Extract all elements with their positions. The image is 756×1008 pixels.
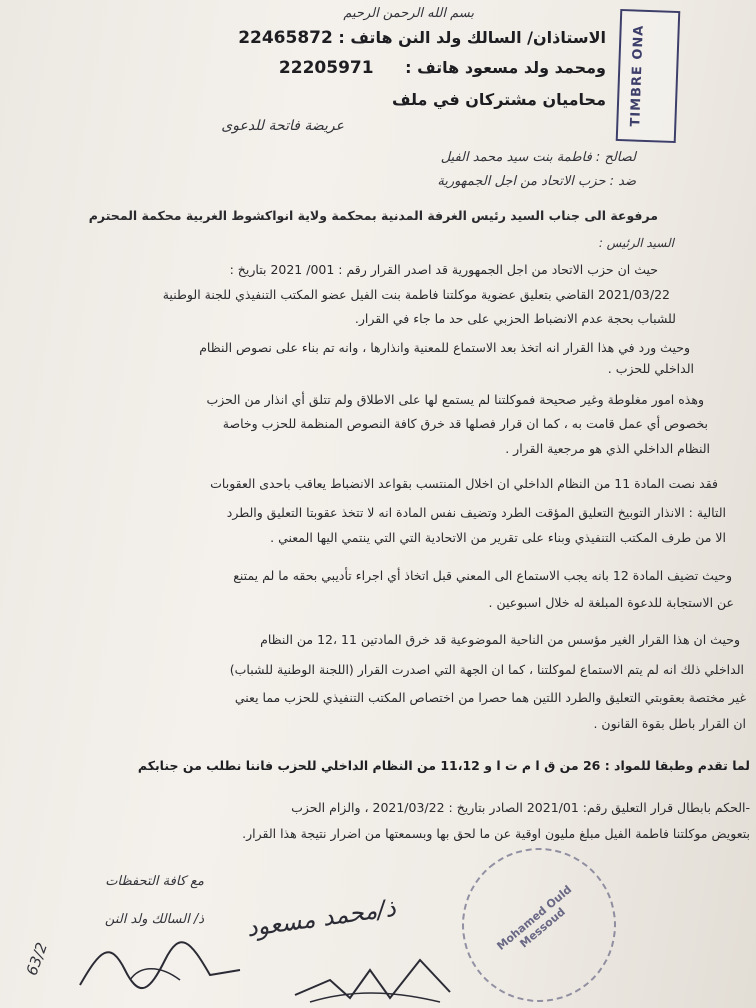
- lawyer2-name: ومحمد ولد مسعود هاتف :: [405, 58, 606, 77]
- signature-middle: [290, 940, 460, 1008]
- salutation: السيد الرئيس :: [598, 236, 674, 250]
- closing-name: ذ/ السالك ولد النن: [104, 912, 204, 927]
- p2-line2: الداخلي للحزب .: [607, 361, 694, 376]
- phone2: 22205971: [278, 58, 374, 78]
- basmala: بسم الله الرحمن الرحيم: [343, 6, 474, 21]
- document-title: عريضة فاتحة للدعوى: [221, 118, 344, 134]
- closing-reserve: مع كافة التحفظات: [105, 874, 204, 889]
- p2-line1: وحيث ورد في هذا القرار انه اتخذ بعد الاستماع للمعنية وانذارها ، وانه تم بناء على نصوص النظام: [199, 340, 690, 355]
- signature-left: [70, 930, 250, 1000]
- p3-line2: بخصوص أي عمل قامت به ، كما ان قرار فصلها قد خرق كافة النصوص المنظمة للحزب وخاصة: [222, 416, 708, 431]
- lawyer-round-stamp: [431, 817, 648, 1008]
- p1-line2: 2021/03/22 القاضي بتعليق عضوية موكلتنا فاطمة بنت الفيل عضو المكتب التنفيذي للجنة الوطنية: [162, 287, 670, 302]
- party-against: ضد : حزب الاتحاد من اجل الجمهورية: [437, 174, 636, 189]
- lawyer1-line: [238, 28, 606, 48]
- p4-line1: فقد نصت المادة 11 من النظام الداخلي ان اخلال المنتسب بقواعد الانضباط يعاقب باحدى العقوبات: [210, 476, 718, 491]
- timbre-stamp: [616, 9, 681, 143]
- p4-line2: التالية : الانذار التوبيخ التعليق المؤقت الطرد وتضيف نفس المادة انه لا تتخذ عقوبتا التعليق والطرد: [226, 505, 726, 520]
- request-line1: -الحكم بابطال قرار التعليق رقم: 2021/01 الصادر بتاريخ : 2021/03/22 ، والزام الحزب: [291, 800, 750, 815]
- request-line2: بتعويض موكلتنا فاطمة الفيل مبلغ مليون اوقية عن ما لحق بها وبسمعتها من اضرار نتيجة هذا القرار.: [242, 826, 750, 841]
- lawyer2-line: [279, 58, 606, 78]
- lawyers-role: محاميان مشتركان في ملف: [391, 90, 606, 109]
- request-intro: لما تقدم وطبقا للمواد : 26 من ق ا م ت ا و 11،12 من النظام الداخلي للحزب فاننا نطلب من جنابكم: [137, 758, 750, 773]
- p4-line3: الا من طرف المكتب التنفيذي وبناء على تقرير من الاتحادية التي التي ينتمي اليها المعني .: [270, 530, 726, 545]
- p6-line4: ان القرار باطل بقوة القانون .: [593, 716, 746, 731]
- p5-line1: وحيث تضيف المادة 12 بانه يجب الاستماع الى المعني قبل اتخاذ أي اجراء تأديبي بحقه ما لم يمتنع: [233, 568, 732, 583]
- phone1: 22465872: [238, 28, 333, 48]
- lawyer1-name: الاستاذان/ السالك ولد النن هاتف :: [338, 28, 606, 47]
- p6-line2: الداخلي ذلك انه لم يتم الاستماع لموكلتنا ، كما ان الجهة التي اصدرت القرار (اللجنة الوطنية للشباب): [229, 662, 744, 677]
- p6-line3: غير مختصة بعقوبتي التعليق والطرد اللتين هما حصرا من اختصاص المكتب التنفيذي للحزب مما يعني: [234, 690, 746, 705]
- p1-line3: للشباب بحجة عدم الانضباط الحزبي على حد ما جاء في القرار.: [354, 311, 676, 326]
- addressee-line: مرفوعة الى جناب السيد رئيس الغرفة المدنية بمحكمة ولاية انواكشوط الغربية محكمة المحترم: [88, 208, 658, 223]
- timbre-side-text: [680, 20, 692, 130]
- round-stamp-text: Mohamed Ould Messoud: [494, 882, 575, 953]
- second-signature: ذ/محمد مسعود: [244, 893, 398, 943]
- p3-line1: وهذه امور مغلوطة وغير صحيحة فموكلتنا لم يستمع لها على الاطلاق ولم تتلق أي انذار من الحزب: [206, 392, 704, 407]
- timbre-label: TIMBRE ONA: [628, 24, 647, 127]
- p5-line2: عن الاستجابة للدعوة المبلغة له خلال اسبوعين .: [488, 595, 734, 610]
- margin-note: 63/2: [22, 940, 52, 978]
- party-for: لصالح : فاطمة بنت سيد محمد الفيل: [440, 150, 636, 165]
- p3-line3: النظام الداخلي الذي هو مرجعية القرار .: [505, 441, 710, 456]
- p1-line1: حيث ان حزب الاتحاد من اجل الجمهورية قد اصدر القرار رقم : 001/ 2021 بتاريخ :: [229, 262, 658, 277]
- p6-line1: وحيث ان هذا القرار الغير مؤسس من الناحية الموضوعية قد خرق المادتين 11 ،12 من النظام: [260, 632, 740, 647]
